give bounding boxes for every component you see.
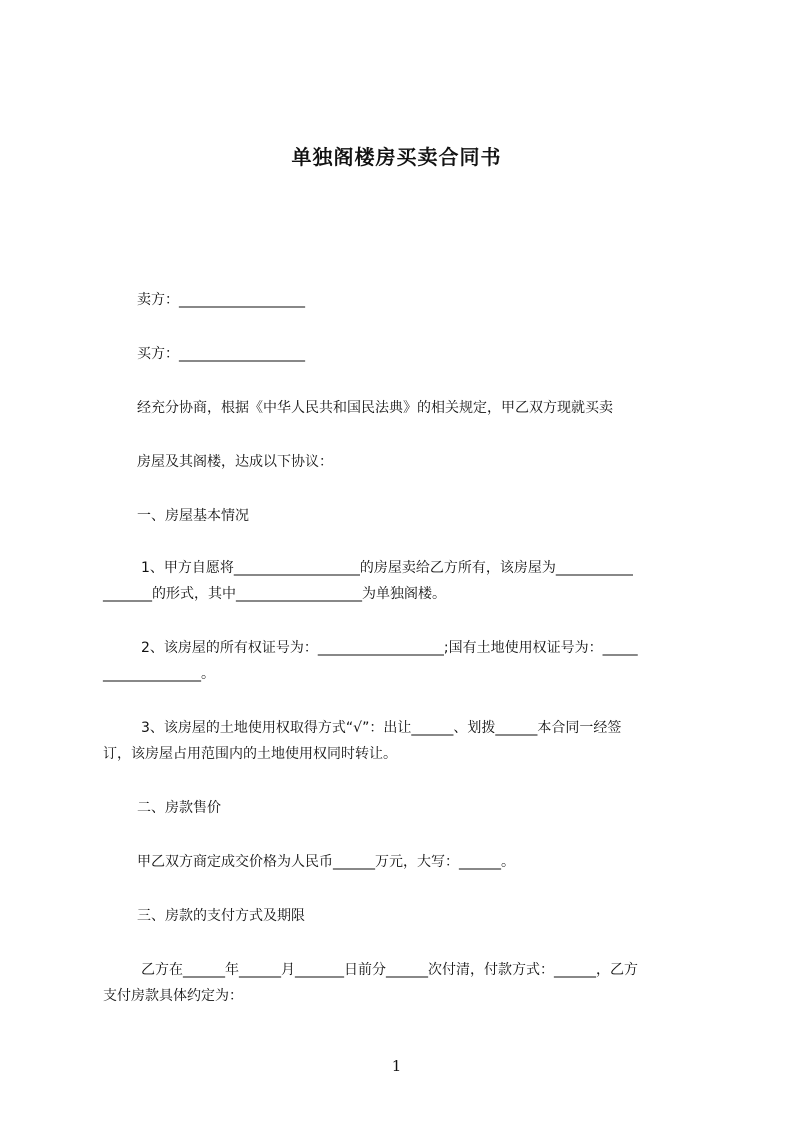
- buyer-line: 买方：__________________: [137, 346, 305, 362]
- page-number: 1: [391, 1057, 402, 1075]
- seller-line: 卖方：__________________: [137, 292, 305, 308]
- clause-1-2-line-1: 2、该房屋的所有权证号为：__________________;国有土地使用权证号为：_____: [141, 640, 638, 656]
- section-1-heading: 一、房屋基本情况: [137, 508, 249, 524]
- page-title: 单独阁楼房买卖合同书: [291, 145, 502, 169]
- preamble-line-2: 房屋及其阁楼，达成以下协议：: [137, 454, 333, 470]
- section-3-heading: 三、房款的支付方式及期限: [137, 908, 305, 924]
- section-2-heading: 二、房款售价: [137, 800, 221, 816]
- clause-1-2-line-2: ______________。: [103, 666, 215, 682]
- clause-1-3-line-2: 订，该房屋占用范围内的土地使用权同时转让。: [103, 746, 397, 762]
- preamble-line-1: 经充分协商，根据《中华人民共和国民法典》的相关规定，甲乙双方现就买卖: [137, 400, 613, 416]
- clause-1-3-line-1: 3、该房屋的土地使用权取得方式“√”：出让______、划拨______本合同一经签: [141, 720, 622, 736]
- payment-clause-line-1: 乙方在______年______月_______日前分______次付清，付款方式：______，乙方: [141, 962, 638, 978]
- clause-1-1-line-2: _______的形式，其中__________________为单独阁楼。: [103, 586, 446, 602]
- payment-clause-line-2: 支付房款具体约定为：: [103, 988, 243, 1004]
- clause-1-1-line-1: 1、甲方自愿将__________________的房屋卖给乙方所有，该房屋为___________: [141, 560, 633, 576]
- price-clause: 甲乙双方商定成交价格为人民币______万元，大写：______。: [137, 854, 515, 870]
